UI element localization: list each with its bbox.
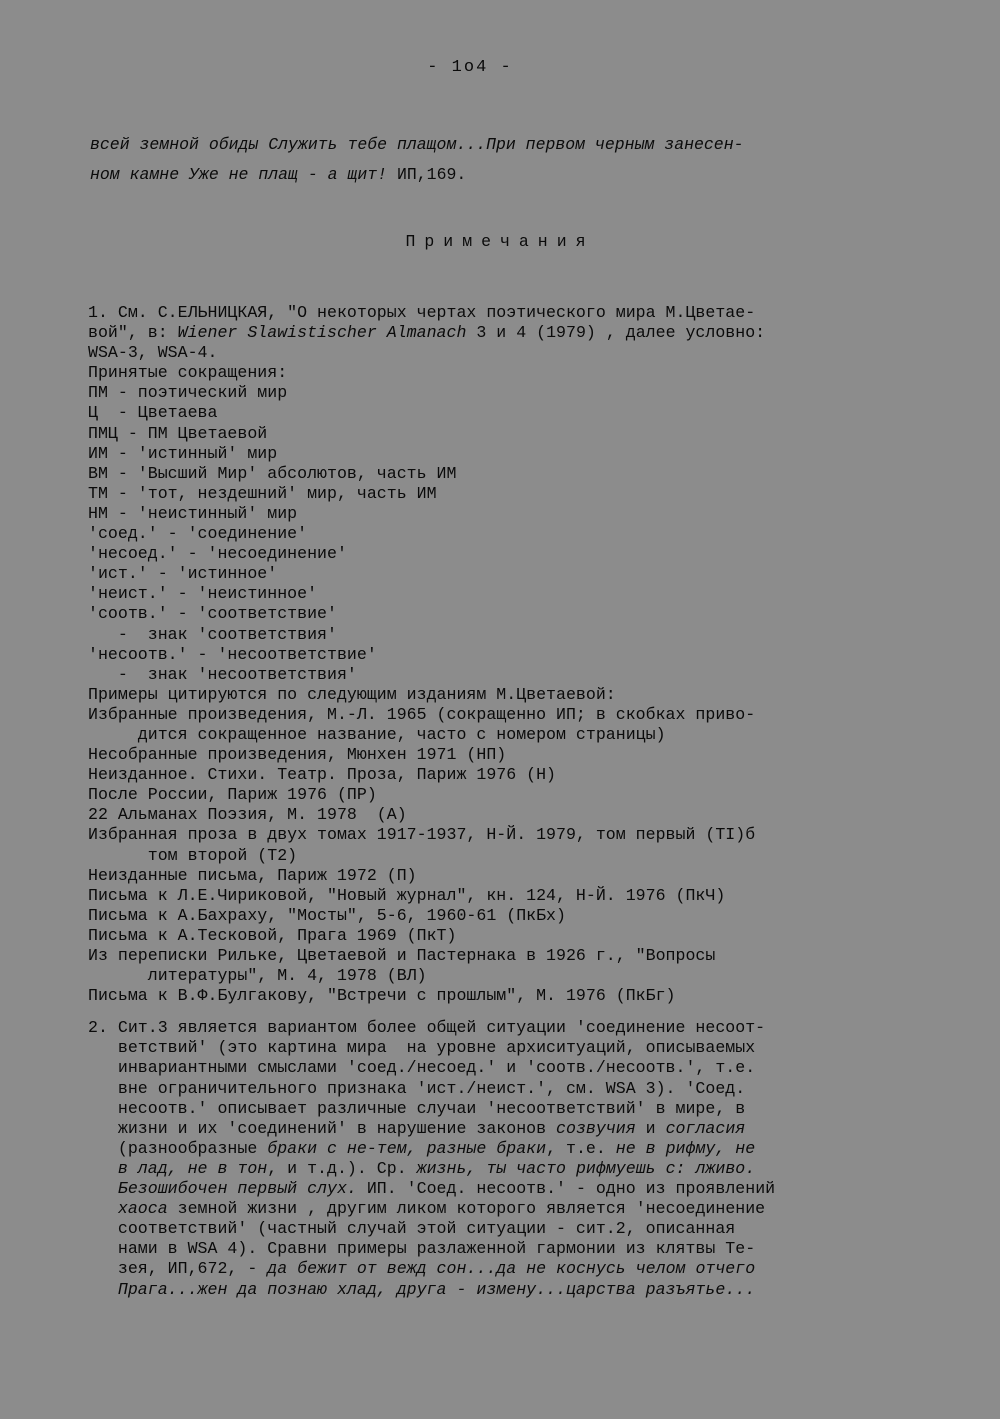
- edition-item: Письма к А.Тесковой, Прага 1969 (ПкТ): [88, 925, 457, 945]
- epigraph-quote: ном камне Уже не плащ - а щит!: [90, 165, 388, 184]
- abbreviation-item: ПМ - поэтический мир: [88, 383, 288, 403]
- abbreviation-item: ИМ - 'истинный' мир: [88, 443, 278, 463]
- text-run: жизни и их 'соединений' в нарушение законов: [88, 1118, 557, 1138]
- note-2-line: ветствий' (это картина мира на уровне архиситуаций, описываемых: [88, 1038, 756, 1058]
- abbreviation-item: ВМ - 'Высший Мир' абсолютов, часть ИМ: [88, 463, 457, 483]
- text-run: (разнообразные: [88, 1138, 268, 1158]
- edition-item: литературы", М. 4, 1978 (ВЛ): [88, 966, 427, 986]
- abbreviation-item: НМ - 'неистинный' мир: [88, 503, 298, 523]
- italic-run: Безошибочен первый слух.: [88, 1179, 357, 1199]
- almanac-title: Wiener Slawistischer Almanach: [177, 323, 467, 343]
- abbreviation-item: 'ист.' - 'истинное': [88, 564, 278, 584]
- note-2-line: несоотв.' описывает различные случаи 'несоответствий' в мире, в: [88, 1098, 746, 1118]
- italic-run: хаоса: [88, 1199, 168, 1219]
- note-2-line: инвариантными смыслами 'соед./несоед.' и 'соотв./несоотв.', т.е.: [88, 1058, 756, 1078]
- page-number: - 1о4 -: [427, 58, 513, 77]
- text-run: земной жизни , другим ликом которого является 'несоединение: [167, 1199, 766, 1219]
- note-2-line: 2. Сит.3 является вариантом более общей ситуации 'соединение несоот-: [88, 1018, 766, 1038]
- notes-body: [88, 303, 918, 1300]
- edition-item: том второй (Т2): [88, 845, 298, 865]
- abbreviation-item: - знак 'несоответствия': [88, 664, 357, 684]
- note-1-line: вой", в: Wiener Slawistischer Almanach 3 и 4 (1979) , далее условно:: [88, 323, 766, 343]
- edition-item: Неизданное. Стихи. Театр. Проза, Париж 1976 (Н): [88, 765, 557, 785]
- italic-run: согласия: [665, 1118, 746, 1138]
- note-2-line: [88, 1199, 918, 1219]
- note-2-line: вне ограничительного признака 'ист./неист.', см. WSA 3). 'Соед.: [88, 1078, 746, 1098]
- editions-title: Примеры цитируются по следующим изданиям М.Цветаевой:: [88, 684, 616, 704]
- edition-item: Избранные произведения, М.-Л. 1965 (сокращенно ИП; в скобках приво-: [88, 704, 756, 724]
- abbreviation-item: ТМ - 'тот, нездешний' мир, часть ИМ: [88, 483, 437, 503]
- text-run: , и т.д.). Ср.: [267, 1158, 417, 1178]
- abbreviation-item: 'соотв.' - 'соответствие': [88, 604, 337, 624]
- abbreviation-item: 'соед.' - 'соединение': [88, 524, 308, 544]
- abbreviation-item: 'неист.' - 'неистинное': [88, 584, 318, 604]
- text-run: , т.е.: [546, 1138, 616, 1158]
- italic-run: да бежит от вежд сон...да не коснусь челом отчего: [267, 1259, 756, 1279]
- abbreviation-item: Ц - Цветаева: [88, 403, 218, 423]
- italic-run: в лад, не в тон: [88, 1158, 268, 1178]
- note-2-line: соответствий' (частный случай этой ситуации - сит.2, описанная: [88, 1219, 736, 1239]
- note-2-line: [88, 1139, 918, 1159]
- note-2-line: Прага...жен да познаю хлад, друга - измену...царства разъятье...: [88, 1279, 756, 1299]
- note-1-line: 1. См. С.ЕЛЬНИЦКАЯ, "О некоторых чертах поэтического мира М.Цветае-: [88, 303, 756, 322]
- edition-item: 22 Альманах Поэзия, М. 1978 (А): [88, 805, 407, 825]
- epigraph-line-1: всей земной обиды Служить тебе плащом...При первом черным занесен-: [90, 135, 744, 154]
- edition-item: Избранная проза в двух томах 1917-1937, Н-Й. 1979, том первый (ТI)б: [88, 825, 756, 845]
- abbreviations-title: Принятые сокращения:: [88, 363, 288, 383]
- italic-run: браки с не-тем, разные браки: [267, 1138, 547, 1158]
- abbreviation-item: - знак 'соответствия': [88, 624, 337, 644]
- text-run: зея, ИП,672, -: [88, 1259, 268, 1279]
- epigraph-line-2: [90, 160, 910, 190]
- note-1-line: WSA-3, WSA-4.: [88, 343, 218, 363]
- italic-run: жизнь, ты часто рифмуешь с: лживо.: [416, 1158, 756, 1178]
- abbreviation-item: ПМЦ - ПМ Цветаевой: [88, 423, 268, 443]
- edition-item: Несобранные произведения, Мюнхен 1971 (НП): [88, 745, 507, 765]
- abbreviation-item: 'несоотв.' - 'несоответствие': [88, 644, 377, 664]
- italic-run: не в рифму, не: [615, 1138, 756, 1158]
- edition-item: Неизданные письма, Париж 1972 (П): [88, 865, 417, 885]
- note-2-line: [88, 1179, 918, 1199]
- note-2-line: [88, 1159, 918, 1179]
- text-run: и: [635, 1118, 666, 1138]
- edition-item: Письма к В.Ф.Булгакову, "Встречи с прошлым", М. 1976 (ПкБг): [88, 986, 676, 1006]
- note-2-line: [88, 1119, 918, 1139]
- text-run: ИП. 'Соед. несоотв.' - одно из проявлений: [356, 1179, 776, 1199]
- edition-item: После России, Париж 1976 (ПР): [88, 785, 377, 805]
- edition-item: Из переписки Рильке, Цветаевой и Пастернака в 1926 г., "Вопросы: [88, 946, 716, 965]
- note-2-line: [88, 1259, 918, 1279]
- edition-item: Письма к А.Бахраху, "Мосты", 5-6, 1960-61 (ПкБх): [88, 905, 566, 925]
- abbreviation-item: 'несоед.' - 'несоединение': [88, 544, 347, 564]
- epigraph-reference: ИП,169.: [387, 165, 467, 184]
- edition-item: дится сокращенное название, часто с номером страницы): [88, 724, 666, 744]
- notes-heading: Примечания: [405, 232, 595, 251]
- italic-run: созвучия: [556, 1118, 636, 1138]
- edition-item: Письма к Л.Е.Чириковой, "Новый журнал", кн. 124, Н-Й. 1976 (ПкЧ): [88, 885, 726, 905]
- note-2-line: нами в WSA 4). Сравни примеры разлаженной гармонии из клятвы Те-: [88, 1239, 756, 1259]
